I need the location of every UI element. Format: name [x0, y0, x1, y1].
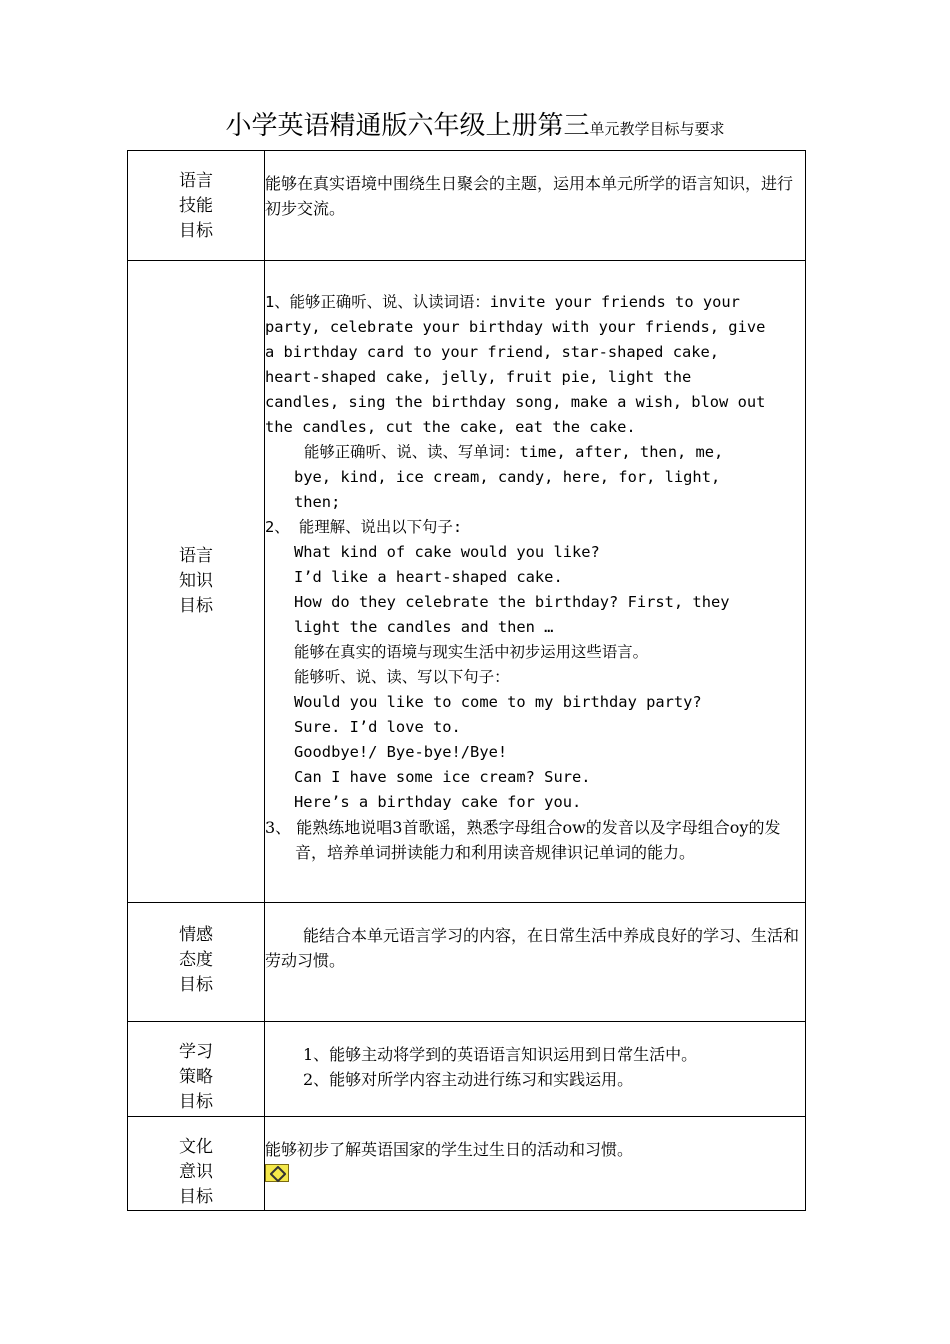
label-line: 情感 — [179, 925, 213, 945]
sentences-heading: 2、 能理解、说出以下句子: — [265, 518, 463, 536]
words-line: 能够正确听、说、读、写单词：time, after, then, me, — [304, 443, 724, 461]
vocab-line: 1、能够正确听、说、认读词语：invite your friends to your — [265, 293, 740, 311]
sentence-line: Sure. I’d love to. — [294, 718, 461, 736]
label-line: 知识 — [179, 571, 213, 591]
pen-edit-icon — [265, 1164, 289, 1182]
row-label — [128, 903, 265, 1022]
row-label — [128, 261, 265, 903]
title-small: 单元教学目标与要求 — [589, 120, 725, 138]
sentence-line: light the candles and then … — [294, 618, 554, 636]
words-line: bye, kind, ice cream, candy, here, for, light, — [294, 468, 721, 486]
sentence-line: 能够在真实的语境与现实生活中初步运用这些语言。 — [294, 643, 648, 661]
vocab-line: party, celebrate your birthday with your friends, give — [265, 318, 766, 336]
row-content — [265, 1117, 806, 1211]
vocab-line: candles, sing the birthday song, make a wish, blow out — [265, 393, 766, 411]
vocab-line: the candles, cut the cake, eat the cake. — [265, 418, 636, 436]
sentence-line: 能够听、说、读、写以下句子： — [294, 668, 510, 686]
strategy-line: 2、能够对所学内容主动进行练习和实践运用。 — [303, 1070, 634, 1089]
document-title — [0, 108, 950, 147]
attitude-goal-text: 能结合本单元语言学习的内容，在日常生活中养成良好的学习、生活和劳动习惯。 — [265, 926, 800, 970]
label-line: 目标 — [179, 1187, 213, 1207]
sentence-line: I’d like a heart-shaped cake. — [294, 568, 563, 586]
vocab-line: a birthday card to your friend, star-shaped cake, — [265, 343, 720, 361]
table-row — [128, 1022, 806, 1117]
chant-goal: 3、 能熟练地说唱3首歌谣，熟悉字母组合ow的发音以及字母组合oy的发音，培养单词拼读能力和利用读音规律识记单词的能力。 — [265, 818, 781, 862]
label-line: 技能 — [179, 196, 213, 216]
row-content — [265, 261, 806, 903]
row-content — [265, 903, 806, 1022]
objectives-table — [127, 150, 806, 1211]
sentence-line: What kind of cake would you like? — [294, 543, 600, 561]
label-line: 目标 — [179, 221, 213, 241]
row-label — [128, 1117, 265, 1211]
words-line: then; — [294, 493, 341, 511]
culture-goal-text: 能够初步了解英语国家的学生过生日的活动和习惯。 — [265, 1140, 634, 1159]
row-content — [265, 151, 806, 261]
sentence-line: Here’s a birthday cake for you. — [294, 793, 582, 811]
label-line: 语言 — [179, 546, 213, 566]
vocab-line: heart-shaped cake, jelly, fruit pie, light the — [265, 368, 692, 386]
label-line: 目标 — [179, 596, 213, 616]
row-content — [265, 1022, 806, 1117]
sentence-line: Would you like to come to my birthday party? — [294, 693, 702, 711]
title-large: 小学英语精通版六年级上册第三 — [225, 111, 590, 141]
label-line: 意识 — [179, 1162, 213, 1182]
table-row — [128, 1117, 806, 1211]
sentence-line: Can I have some ice cream? Sure. — [294, 768, 591, 786]
label-line: 目标 — [179, 975, 213, 995]
table-row — [128, 903, 806, 1022]
label-line: 语言 — [179, 171, 213, 191]
table-row — [128, 261, 806, 903]
label-line: 文化 — [179, 1137, 213, 1157]
sentence-line: How do they celebrate the birthday? First, they — [294, 593, 730, 611]
row-label — [128, 1022, 265, 1117]
label-line: 态度 — [179, 950, 213, 970]
sentence-line: Goodbye!/ Bye-bye!/Bye! — [294, 743, 508, 761]
skill-goal-text: 能够在真实语境中围绕生日聚会的主题，运用本单元所学的语言知识，进行初步交流。 — [265, 174, 794, 218]
table-row — [128, 151, 806, 261]
strategy-line: 1、能够主动将学到的英语语言知识运用到日常生活中。 — [303, 1045, 698, 1064]
label-line: 目标 — [179, 1092, 213, 1112]
label-line: 学习 — [179, 1042, 213, 1062]
row-label — [128, 151, 265, 261]
label-line: 策略 — [179, 1067, 213, 1087]
